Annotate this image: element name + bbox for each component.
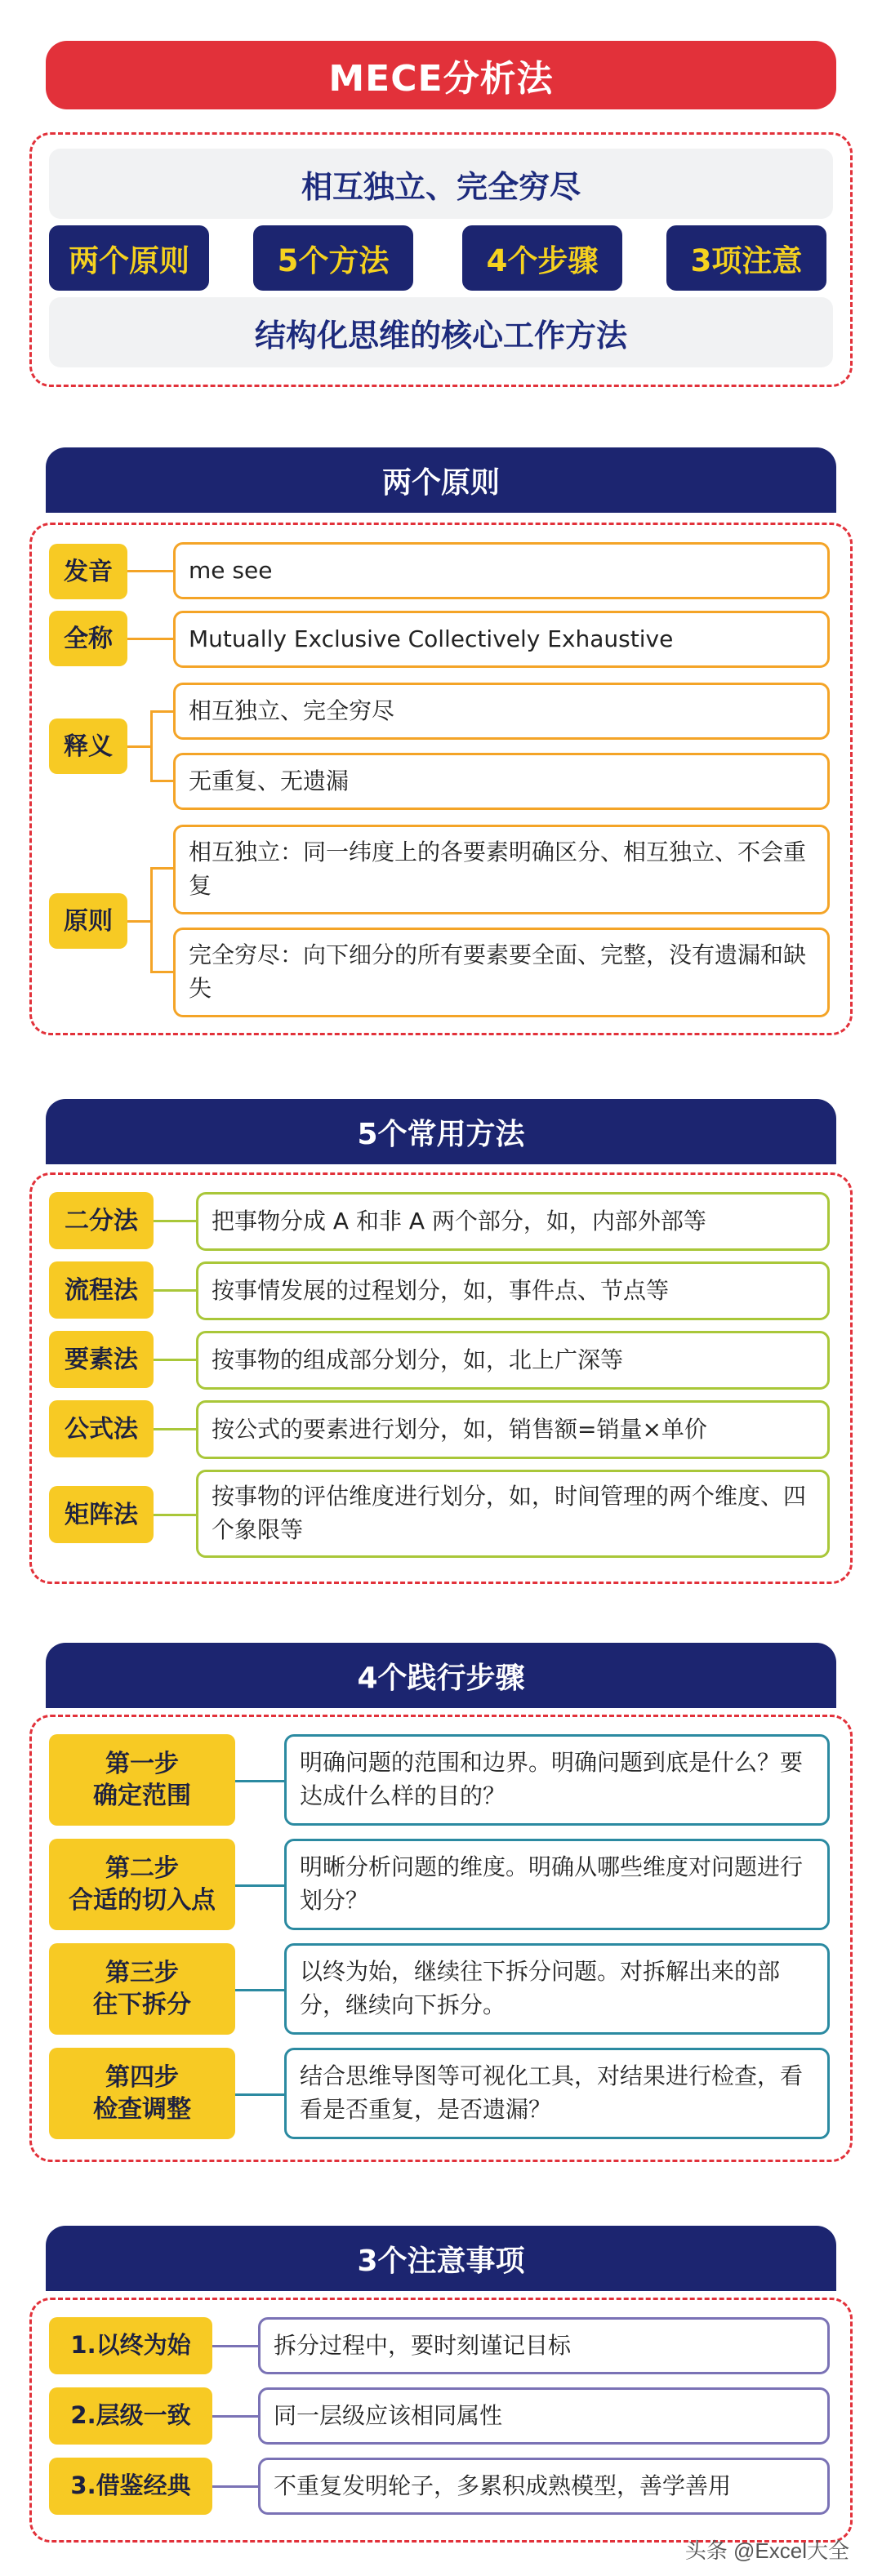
step-label-3-title: 往下拆分 bbox=[93, 1991, 191, 2019]
principle-item-principle-1: 相互独立：同一纬度上的各要素明确区分、相互独立、不会重复 bbox=[173, 825, 830, 914]
method-label-binary: 二分法 bbox=[49, 1192, 154, 1249]
method-label-matrix: 矩阵法 bbox=[49, 1486, 154, 1543]
principle-label-pronunciation: 发音 bbox=[49, 544, 127, 599]
note-text-1: 拆分过程中，要时刻谨记目标 bbox=[258, 2317, 830, 2374]
step-label-1 bbox=[49, 1734, 235, 1826]
step-label-4 bbox=[49, 2048, 235, 2139]
step-label-1-number: 第一步 bbox=[105, 1750, 179, 1778]
principle-label-principle: 原则 bbox=[49, 893, 127, 949]
step-label-4-number: 第四步 bbox=[105, 2063, 179, 2092]
step-text-1: 明确问题的范围和边界。明确问题到底是什么？要达成什么样的目的？ bbox=[284, 1734, 830, 1826]
step-text-3: 以终为始，继续往下拆分问题。对拆解出来的部分，继续向下拆分。 bbox=[284, 1943, 830, 2035]
step-label-2 bbox=[49, 1839, 235, 1930]
principle-item-fullname: Mutually Exclusive Collectively Exhaustive bbox=[173, 611, 830, 668]
footer-watermark: 头条 @Excel大全 bbox=[684, 2538, 849, 2563]
method-text-element: 按事物的组成部分划分，如，北上广深等 bbox=[196, 1331, 830, 1390]
page-title: MECE分析法 bbox=[46, 41, 836, 109]
note-text-3: 不重复发明轮子，多累积成熟模型，善学善用 bbox=[258, 2458, 830, 2515]
principle-item-principle-2: 完全穷尽：向下细分的所有要素要全面、完整，没有遗漏和缺失 bbox=[173, 928, 830, 1017]
intro-chip-methods: 5个方法 bbox=[253, 225, 413, 291]
section-header-notes: 3个注意事项 bbox=[46, 2226, 836, 2291]
step-label-2-title: 合适的切入点 bbox=[69, 1886, 216, 1915]
method-text-process: 按事情发展的过程划分，如，事件点、节点等 bbox=[196, 1261, 830, 1320]
principle-item-meaning-1: 相互独立、完全穷尽 bbox=[173, 683, 830, 740]
method-text-matrix: 按事物的评估维度进行划分，如，时间管理的两个维度、四个象限等 bbox=[196, 1470, 830, 1558]
step-label-3-number: 第三步 bbox=[105, 1959, 179, 1987]
principle-label-meaning: 释义 bbox=[49, 719, 127, 774]
principle-item-pronunciation: me see bbox=[173, 542, 830, 599]
step-label-2-number: 第二步 bbox=[105, 1854, 179, 1883]
step-label-3 bbox=[49, 1943, 235, 2035]
note-label-2: 2.层级一致 bbox=[49, 2387, 212, 2445]
principle-item-meaning-2: 无重复、无遗漏 bbox=[173, 753, 830, 810]
section-header-methods: 5个常用方法 bbox=[46, 1099, 836, 1164]
method-label-formula: 公式法 bbox=[49, 1400, 154, 1457]
intro-chip-notes: 3项注意 bbox=[666, 225, 826, 291]
method-text-binary: 把事物分成 A 和非 A 两个部分，如，内部外部等 bbox=[196, 1192, 830, 1251]
intro-summary: 结构化思维的核心工作方法 bbox=[49, 297, 833, 367]
section-header-principles: 两个原则 bbox=[46, 447, 836, 513]
section-header-steps: 4个践行步骤 bbox=[46, 1643, 836, 1708]
note-label-1: 1.以终为始 bbox=[49, 2317, 212, 2374]
intro-chip-steps: 4个步骤 bbox=[462, 225, 622, 291]
step-label-4-title: 检查调整 bbox=[93, 2095, 191, 2124]
method-label-element: 要素法 bbox=[49, 1331, 154, 1388]
intro-chip-principles: 两个原则 bbox=[49, 225, 209, 291]
method-text-formula: 按公式的要素进行划分，如，销售额=销量×单价 bbox=[196, 1400, 830, 1459]
method-label-process: 流程法 bbox=[49, 1261, 154, 1319]
note-label-3: 3.借鉴经典 bbox=[49, 2458, 212, 2515]
intro-tagline: 相互独立、完全穷尽 bbox=[49, 149, 833, 219]
note-text-2: 同一层级应该相同属性 bbox=[258, 2387, 830, 2445]
step-label-1-title: 确定范围 bbox=[93, 1782, 191, 1810]
step-text-2: 明晰分析问题的维度。明确从哪些维度对问题进行划分？ bbox=[284, 1839, 830, 1930]
principle-label-fullname: 全称 bbox=[49, 611, 127, 666]
step-text-4: 结合思维导图等可视化工具，对结果进行检查，看看是否重复，是否遗漏？ bbox=[284, 2048, 830, 2139]
